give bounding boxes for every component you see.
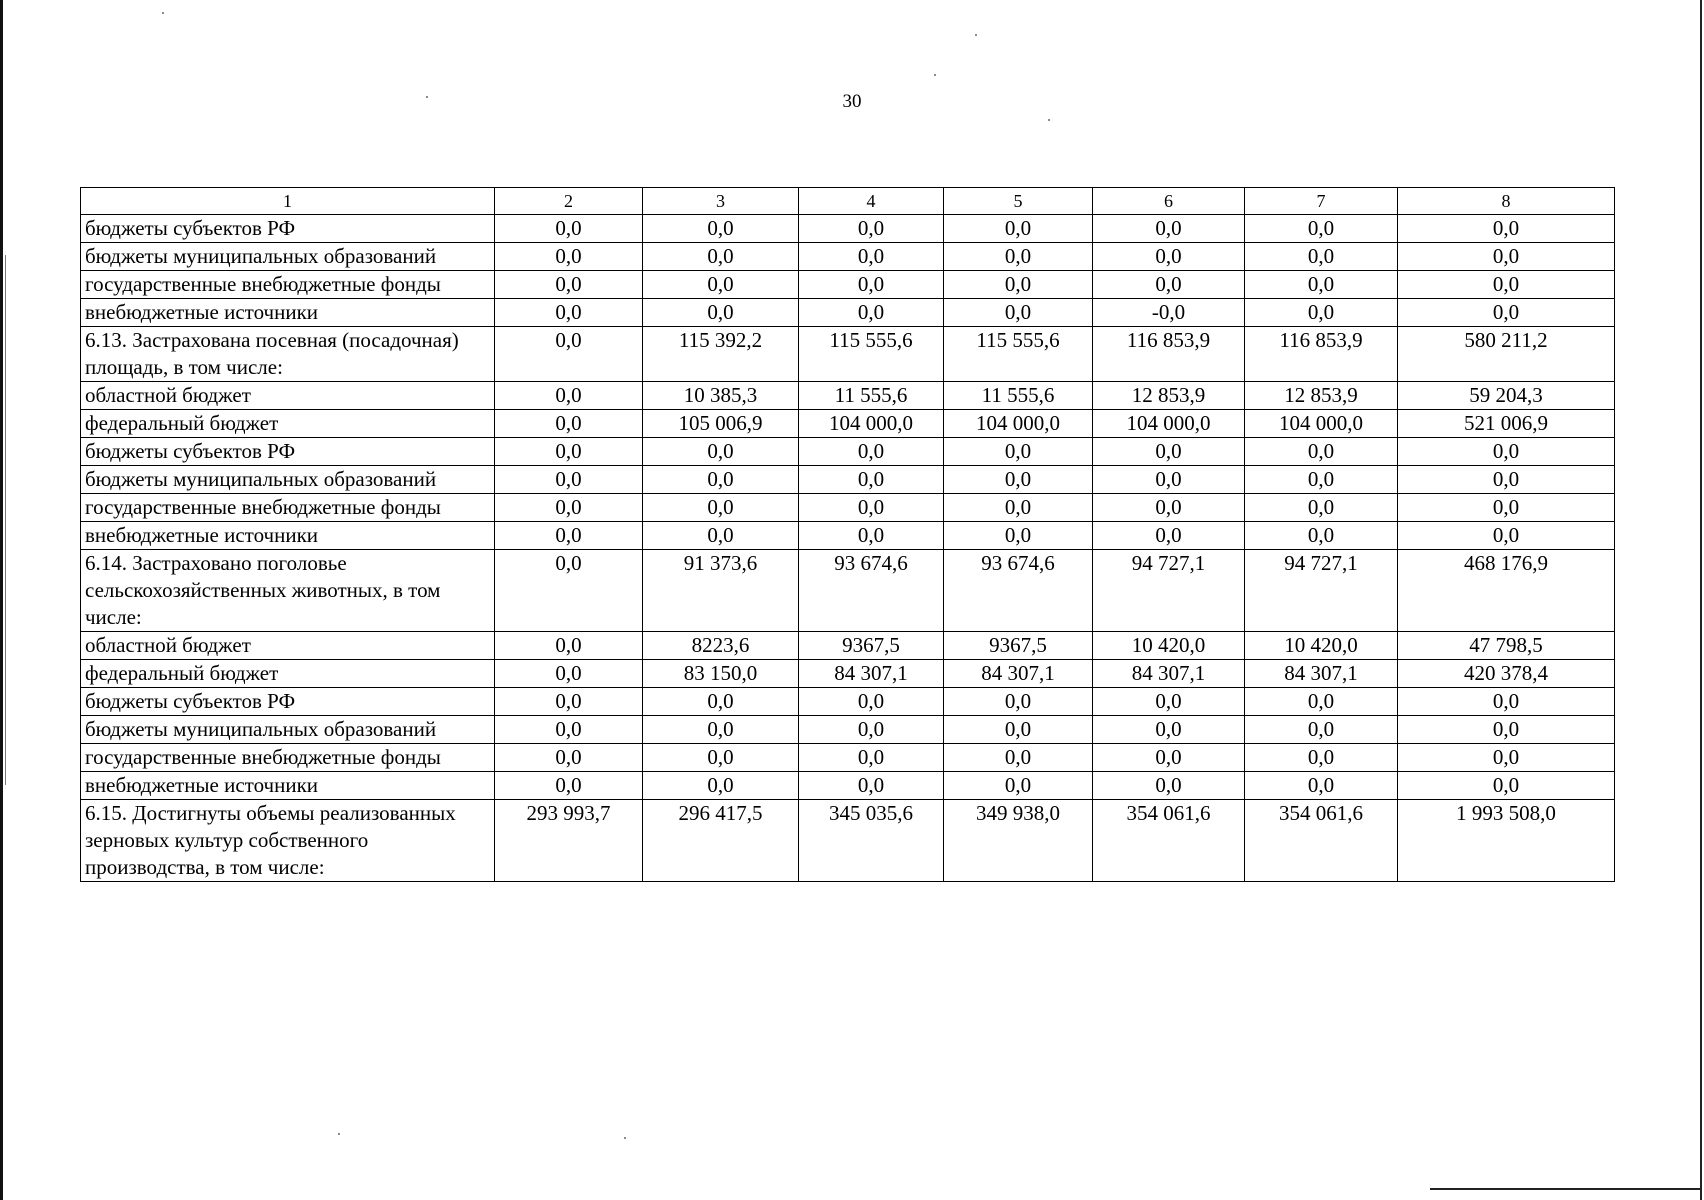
value-cell: 0,0 xyxy=(944,688,1093,716)
value-cell: 0,0 xyxy=(1398,688,1615,716)
value-cell: 0,0 xyxy=(643,522,799,550)
value-cell: 0,0 xyxy=(495,243,643,271)
value-cell: 296 417,5 xyxy=(643,800,799,882)
scan-speck xyxy=(162,12,164,14)
value-cell: 0,0 xyxy=(1093,466,1245,494)
value-cell: 11 555,6 xyxy=(944,382,1093,410)
header-cell: 1 xyxy=(81,188,495,215)
table-row xyxy=(81,382,1615,410)
value-cell: 116 853,9 xyxy=(1245,327,1398,382)
value-cell: 0,0 xyxy=(495,410,643,438)
row-label: бюджеты муниципальных образований xyxy=(81,243,495,271)
value-cell: 0,0 xyxy=(1093,744,1245,772)
value-cell: 354 061,6 xyxy=(1245,800,1398,882)
value-cell: 0,0 xyxy=(1093,494,1245,522)
value-cell: 0,0 xyxy=(799,299,944,327)
value-cell: 0,0 xyxy=(799,271,944,299)
value-cell: 83 150,0 xyxy=(643,660,799,688)
table-row-section xyxy=(81,800,1615,882)
value-cell: 0,0 xyxy=(495,632,643,660)
value-cell: 0,0 xyxy=(799,438,944,466)
value-cell: 115 555,6 xyxy=(799,327,944,382)
value-cell: 0,0 xyxy=(643,215,799,243)
value-cell: 0,0 xyxy=(1245,688,1398,716)
value-cell: 0,0 xyxy=(1398,522,1615,550)
row-label: государственные внебюджетные фонды xyxy=(81,744,495,772)
value-cell: 0,0 xyxy=(1398,716,1615,744)
value-cell: 0,0 xyxy=(643,438,799,466)
value-cell: 115 555,6 xyxy=(944,327,1093,382)
row-label: внебюджетные источники xyxy=(81,772,495,800)
value-cell: 0,0 xyxy=(944,744,1093,772)
value-cell: 0,0 xyxy=(643,243,799,271)
value-cell: 10 385,3 xyxy=(643,382,799,410)
value-cell: -0,0 xyxy=(1093,299,1245,327)
value-cell: 0,0 xyxy=(1245,299,1398,327)
value-cell: 0,0 xyxy=(1398,271,1615,299)
header-cell: 5 xyxy=(944,188,1093,215)
table-row xyxy=(81,744,1615,772)
value-cell: 104 000,0 xyxy=(944,410,1093,438)
value-cell: 0,0 xyxy=(495,522,643,550)
value-cell: 0,0 xyxy=(1093,271,1245,299)
row-label: бюджеты субъектов РФ xyxy=(81,688,495,716)
value-cell: 0,0 xyxy=(944,494,1093,522)
value-cell: 0,0 xyxy=(1245,772,1398,800)
value-cell: 0,0 xyxy=(1245,215,1398,243)
value-cell: 0,0 xyxy=(495,494,643,522)
table-row xyxy=(81,243,1615,271)
value-cell: 0,0 xyxy=(799,716,944,744)
value-cell: 0,0 xyxy=(799,466,944,494)
value-cell: 0,0 xyxy=(799,243,944,271)
value-cell: 580 211,2 xyxy=(1398,327,1615,382)
value-cell: 0,0 xyxy=(1245,243,1398,271)
value-cell: 0,0 xyxy=(1398,466,1615,494)
value-cell: 0,0 xyxy=(1245,716,1398,744)
header-cell: 4 xyxy=(799,188,944,215)
row-label: бюджеты субъектов РФ xyxy=(81,438,495,466)
value-cell: 115 392,2 xyxy=(643,327,799,382)
value-cell: 0,0 xyxy=(1245,466,1398,494)
row-label: бюджеты муниципальных образований xyxy=(81,466,495,494)
header-row xyxy=(81,188,1615,215)
value-cell: 10 420,0 xyxy=(1093,632,1245,660)
value-cell: 93 674,6 xyxy=(944,550,1093,632)
row-label: 6.14. Застраховано поголовье сельскохозяйственных животных, в том числе: xyxy=(81,550,495,632)
value-cell: 0,0 xyxy=(799,688,944,716)
value-cell: 0,0 xyxy=(1398,438,1615,466)
table-row-section xyxy=(81,327,1615,382)
row-label: 6.15. Достигнуты объемы реализованных зерновых культур собственного производства, в том числе: xyxy=(81,800,495,882)
row-label: внебюджетные источники xyxy=(81,522,495,550)
value-cell: 0,0 xyxy=(799,744,944,772)
budget-table xyxy=(80,187,1615,882)
value-cell: 10 420,0 xyxy=(1245,632,1398,660)
value-cell: 0,0 xyxy=(1093,522,1245,550)
value-cell: 0,0 xyxy=(643,494,799,522)
scan-speck xyxy=(934,74,936,76)
value-cell: 0,0 xyxy=(495,438,643,466)
value-cell: 47 798,5 xyxy=(1398,632,1615,660)
value-cell: 105 006,9 xyxy=(643,410,799,438)
value-cell: 293 993,7 xyxy=(495,800,643,882)
value-cell: 0,0 xyxy=(495,327,643,382)
header-cell: 3 xyxy=(643,188,799,215)
value-cell: 0,0 xyxy=(1093,438,1245,466)
value-cell: 91 373,6 xyxy=(643,550,799,632)
scan-edge-right xyxy=(1700,0,1702,1200)
page-number: 30 xyxy=(842,91,862,112)
value-cell: 0,0 xyxy=(944,271,1093,299)
header-cell: 6 xyxy=(1093,188,1245,215)
row-label: областной бюджет xyxy=(81,382,495,410)
value-cell: 354 061,6 xyxy=(1093,800,1245,882)
scan-edge-left xyxy=(0,0,3,1200)
scan-speck xyxy=(338,1133,340,1135)
row-label: бюджеты муниципальных образований xyxy=(81,716,495,744)
value-cell: 0,0 xyxy=(944,772,1093,800)
value-cell: 468 176,9 xyxy=(1398,550,1615,632)
value-cell: 104 000,0 xyxy=(1093,410,1245,438)
value-cell: 0,0 xyxy=(944,716,1093,744)
value-cell: 84 307,1 xyxy=(944,660,1093,688)
value-cell: 104 000,0 xyxy=(1245,410,1398,438)
scan-speck xyxy=(1048,119,1050,121)
value-cell: 0,0 xyxy=(799,494,944,522)
value-cell: 0,0 xyxy=(799,772,944,800)
value-cell: 0,0 xyxy=(643,772,799,800)
value-cell: 0,0 xyxy=(944,466,1093,494)
value-cell: 345 035,6 xyxy=(799,800,944,882)
table-row xyxy=(81,716,1615,744)
value-cell: 0,0 xyxy=(1398,772,1615,800)
value-cell: 0,0 xyxy=(799,215,944,243)
value-cell: 0,0 xyxy=(495,466,643,494)
value-cell: 0,0 xyxy=(1245,744,1398,772)
table-row xyxy=(81,660,1615,688)
value-cell: 12 853,9 xyxy=(1245,382,1398,410)
value-cell: 0,0 xyxy=(1245,271,1398,299)
header-cell: 7 xyxy=(1245,188,1398,215)
value-cell: 84 307,1 xyxy=(799,660,944,688)
value-cell: 0,0 xyxy=(1093,243,1245,271)
value-cell: 0,0 xyxy=(643,271,799,299)
scan-speck xyxy=(975,34,977,36)
value-cell: 0,0 xyxy=(944,215,1093,243)
table-row xyxy=(81,466,1615,494)
table-row xyxy=(81,772,1615,800)
value-cell: 0,0 xyxy=(1245,522,1398,550)
row-label: федеральный бюджет xyxy=(81,660,495,688)
value-cell: 0,0 xyxy=(495,688,643,716)
value-cell: 0,0 xyxy=(944,299,1093,327)
value-cell: 84 307,1 xyxy=(1245,660,1398,688)
value-cell: 0,0 xyxy=(944,243,1093,271)
value-cell: 0,0 xyxy=(495,744,643,772)
value-cell: 521 006,9 xyxy=(1398,410,1615,438)
value-cell: 349 938,0 xyxy=(944,800,1093,882)
value-cell: 0,0 xyxy=(1398,494,1615,522)
value-cell: 0,0 xyxy=(495,271,643,299)
value-cell: 0,0 xyxy=(495,215,643,243)
scan-edge-left-faint xyxy=(5,255,6,785)
value-cell: 93 674,6 xyxy=(799,550,944,632)
value-cell: 420 378,4 xyxy=(1398,660,1615,688)
table-row xyxy=(81,438,1615,466)
value-cell: 9367,5 xyxy=(799,632,944,660)
value-cell: 104 000,0 xyxy=(799,410,944,438)
value-cell: 12 853,9 xyxy=(1093,382,1245,410)
table-row xyxy=(81,410,1615,438)
table-row xyxy=(81,299,1615,327)
scan-speck xyxy=(624,1137,626,1139)
value-cell: 59 204,3 xyxy=(1398,382,1615,410)
value-cell: 0,0 xyxy=(495,660,643,688)
value-cell: 0,0 xyxy=(1245,494,1398,522)
value-cell: 0,0 xyxy=(1093,688,1245,716)
value-cell: 0,0 xyxy=(1398,243,1615,271)
table-row xyxy=(81,271,1615,299)
value-cell: 0,0 xyxy=(643,466,799,494)
row-label: 6.13. Застрахована посевная (посадочная) площадь, в том числе: xyxy=(81,327,495,382)
header-cell: 8 xyxy=(1398,188,1615,215)
row-label: бюджеты субъектов РФ xyxy=(81,215,495,243)
value-cell: 0,0 xyxy=(643,744,799,772)
row-label: государственные внебюджетные фонды xyxy=(81,494,495,522)
table-row xyxy=(81,522,1615,550)
row-label: государственные внебюджетные фонды xyxy=(81,271,495,299)
row-label: федеральный бюджет xyxy=(81,410,495,438)
value-cell: 94 727,1 xyxy=(1245,550,1398,632)
value-cell: 0,0 xyxy=(495,550,643,632)
value-cell: 0,0 xyxy=(1398,215,1615,243)
value-cell: 0,0 xyxy=(944,438,1093,466)
table-row xyxy=(81,215,1615,243)
value-cell: 0,0 xyxy=(944,522,1093,550)
value-cell: 0,0 xyxy=(495,299,643,327)
value-cell: 0,0 xyxy=(643,688,799,716)
scan-edge-bottom xyxy=(1430,1188,1702,1190)
table-row xyxy=(81,632,1615,660)
table-body xyxy=(81,215,1615,882)
value-cell: 9367,5 xyxy=(944,632,1093,660)
value-cell: 0,0 xyxy=(643,299,799,327)
value-cell: 0,0 xyxy=(1093,716,1245,744)
value-cell: 0,0 xyxy=(643,716,799,744)
value-cell: 0,0 xyxy=(1398,299,1615,327)
value-cell: 0,0 xyxy=(799,522,944,550)
value-cell: 84 307,1 xyxy=(1093,660,1245,688)
value-cell: 1 993 508,0 xyxy=(1398,800,1615,882)
value-cell: 0,0 xyxy=(495,772,643,800)
row-label: областной бюджет xyxy=(81,632,495,660)
table-row-section xyxy=(81,550,1615,632)
table-row xyxy=(81,494,1615,522)
value-cell: 116 853,9 xyxy=(1093,327,1245,382)
value-cell: 11 555,6 xyxy=(799,382,944,410)
value-cell: 8223,6 xyxy=(643,632,799,660)
value-cell: 0,0 xyxy=(495,382,643,410)
value-cell: 0,0 xyxy=(495,716,643,744)
value-cell: 0,0 xyxy=(1093,772,1245,800)
header-cell: 2 xyxy=(495,188,643,215)
value-cell: 0,0 xyxy=(1245,438,1398,466)
value-cell: 0,0 xyxy=(1398,744,1615,772)
value-cell: 0,0 xyxy=(1093,215,1245,243)
row-label: внебюджетные источники xyxy=(81,299,495,327)
table-row xyxy=(81,688,1615,716)
value-cell: 94 727,1 xyxy=(1093,550,1245,632)
